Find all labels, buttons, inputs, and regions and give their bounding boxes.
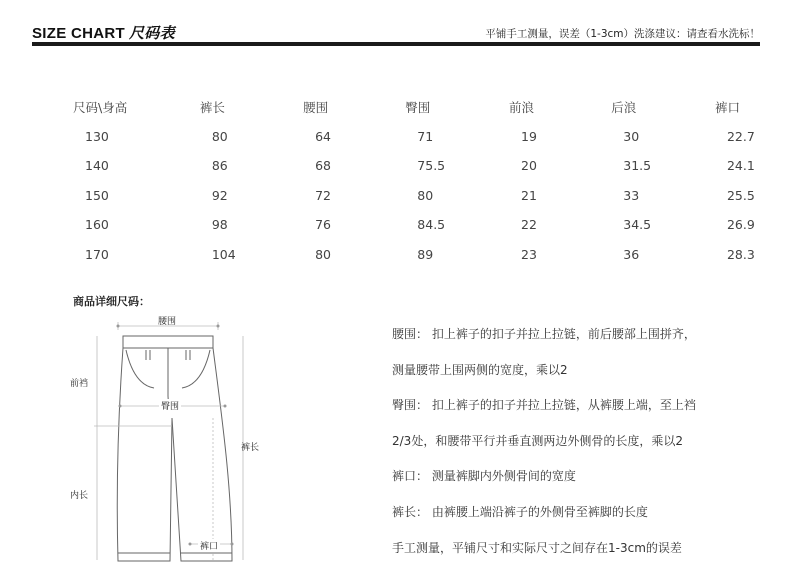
label-inseam: 内长 [70,491,89,501]
desc-error-note: 手工测量，平铺尺寸和实际尺寸之间存在1-3cm的误差 [392,540,682,555]
table-cell: 22.7 [726,128,755,144]
table-row [60,240,790,270]
table-cell: 86 [211,158,228,174]
table-cell: 26.9 [726,217,755,233]
desc-waist: 腰围： 扣上裤子的扣子并拉上拉链，前后腰部上围拼齐， [392,327,696,341]
table-cell: 30 [623,128,640,144]
header-length: 裤长 [199,99,225,115]
table-cell: 23 [521,246,537,262]
pants-illustration [60,308,380,569]
table-cell: 84.5 [417,217,446,233]
table-cell: 89 [417,246,434,262]
table-cell: 170 [85,246,109,262]
table-cell: 160 [85,217,109,233]
table-cell: 80 [211,128,228,144]
table-row [60,210,790,240]
header-size-height: 尺码\身高 [73,99,128,115]
table-header-row [60,92,790,122]
table-cell: 150 [85,187,109,203]
header-leg-opening: 裤口 [714,99,740,115]
measurement-note: 平铺手工测量，误差（1-3cm）洗涤建议：请查看水洗标！ [485,28,760,40]
table-cell: 21 [521,187,537,203]
size-table [60,92,790,269]
header-waist: 腰围 [303,99,329,115]
table-cell: 92 [211,187,228,203]
size-chart-title-cn: 尺码表 [129,25,175,42]
table-cell: 75.5 [417,158,446,174]
desc-leg-opening: 裤口： 测量裤脚内外侧骨间的宽度 [392,469,576,484]
header-hip: 臀围 [405,99,431,115]
table-row [60,122,790,152]
label-hip: 臀围 [159,399,181,412]
detail-heading: 商品详细尺码： [73,295,150,308]
table-cell: 80 [417,187,434,203]
desc-waist-cont: 测量腰带上围两侧的宽度，乘以2 [392,362,568,377]
label-length: 裤长 [241,443,260,453]
table-row [60,151,790,181]
header-divider [32,42,760,46]
label-front-rise: 前裆 [70,379,89,389]
label-leg-opening: 裤口 [198,539,220,552]
label-waist: 腰围 [158,317,177,327]
table-cell: 98 [211,217,228,233]
header-front-rise: 前浪 [509,99,535,115]
table-cell: 71 [417,128,434,144]
table-cell: 130 [85,128,109,144]
table-cell: 20 [521,158,537,174]
table-cell: 36 [623,246,640,262]
table-cell: 28.3 [726,246,755,262]
table-cell: 64 [315,128,331,144]
table-row [60,181,790,211]
desc-hip: 臀围： 扣上裤子的扣子并拉上拉链，从裤腰上端，至上裆 [392,398,696,413]
size-chart-title-en: SIZE CHART [32,25,125,42]
table-cell: 76 [315,217,331,233]
pants-diagram [60,308,380,569]
header-back-rise: 后浪 [611,99,637,115]
table-cell: 22 [521,217,537,233]
desc-length: 裤长： 由裤腰上端沿裤子的外侧骨至裤脚的长度 [392,504,648,519]
table-cell: 25.5 [726,187,755,203]
table-cell: 31.5 [623,158,652,174]
table-cell: 104 [211,246,236,262]
table-cell: 33 [623,187,640,203]
table-cell: 80 [315,246,331,262]
table-cell: 68 [315,158,331,174]
size-chart-title [32,22,175,43]
table-cell: 140 [85,158,109,174]
table-cell: 19 [521,128,537,144]
table-cell: 72 [315,187,331,203]
table-cell: 34.5 [623,217,652,233]
table-cell: 24.1 [726,158,755,174]
measurement-descriptions [392,324,782,573]
desc-hip-cont: 2/3处，和腰带平行并垂直测两边外侧骨的长度，乘以2 [392,433,683,448]
